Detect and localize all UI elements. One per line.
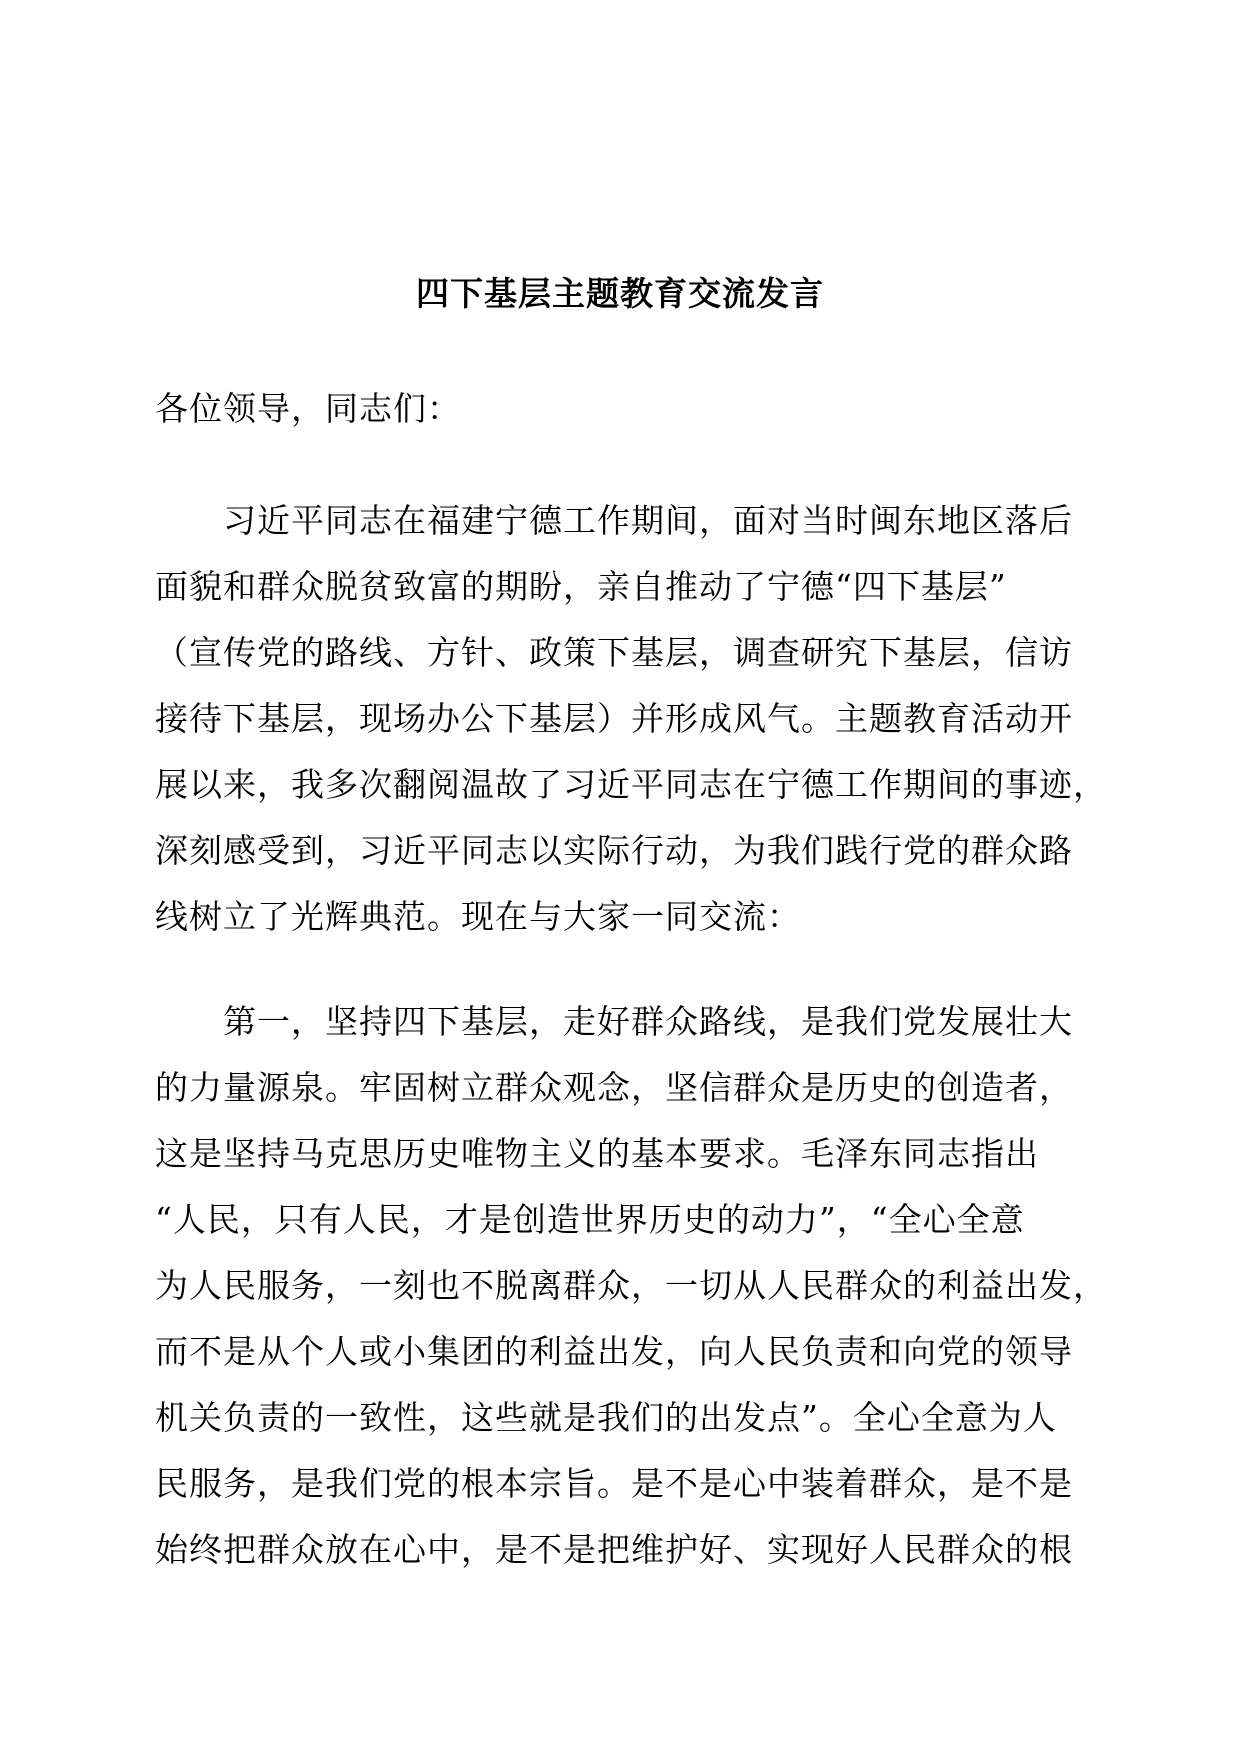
paragraph-line: 线树立了光辉典范。现在与大家一同交流： [155, 897, 801, 936]
paragraph-line: 机关负责的一致性，这些就是我们的出发点”。全心全意为人 [155, 1398, 1057, 1437]
paragraph-line: 深刻感受到，习近平同志以实际行动，为我们践行党的群众路 [155, 831, 1073, 870]
paragraph-line: 第一，坚持四下基层，走好群众路线，是我们党发展壮大 [223, 1002, 1073, 1041]
paragraph-line: 始终把群众放在心中，是不是把维护好、实现好人民群众的根 [155, 1530, 1073, 1569]
paragraph-1 [155, 488, 1107, 950]
paragraph-line: 的力量源泉。牢固树立群众观念，坚信群众是历史的创造者， [155, 1068, 1073, 1107]
paragraph-line: 面貌和群众脱贫致富的期盼，亲自推动了宁德“四下基层” [155, 567, 1007, 606]
paragraph-line: 为人民服务，一刻也不脱离群众，一切从人民群众的利益出发， [155, 1266, 1107, 1305]
paragraph-line: 这是坚持马克思历史唯物主义的基本要求。毛泽东同志指出 [155, 1134, 1039, 1173]
salutation: 各位领导，同志们： [155, 389, 461, 428]
paragraph-line: 接待下基层，现场办公下基层）并形成风气。主题教育活动开 [155, 699, 1073, 738]
paragraph-line: 习近平同志在福建宁德工作期间，面对当时闽东地区落后 [223, 501, 1073, 540]
paragraph-line: （宣传党的路线、方针、政策下基层，调查研究下基层，信访 [155, 633, 1073, 672]
document-title: 四下基层主题教育交流发言 [416, 274, 824, 313]
paragraph-line: 民服务，是我们党的根本宗旨。是不是心中装着群众，是不是 [155, 1464, 1073, 1503]
paragraph-2 [155, 989, 1107, 1583]
paragraph-line: 展以来，我多次翻阅温故了习近平同志在宁德工作期间的事迹， [155, 765, 1107, 804]
paragraph-line: “人民，只有人民，才是创造世界历史的动力”，“全心全意 [155, 1200, 1025, 1239]
paragraph-line: 而不是从个人或小集团的利益出发，向人民负责和向党的领导 [155, 1332, 1073, 1371]
